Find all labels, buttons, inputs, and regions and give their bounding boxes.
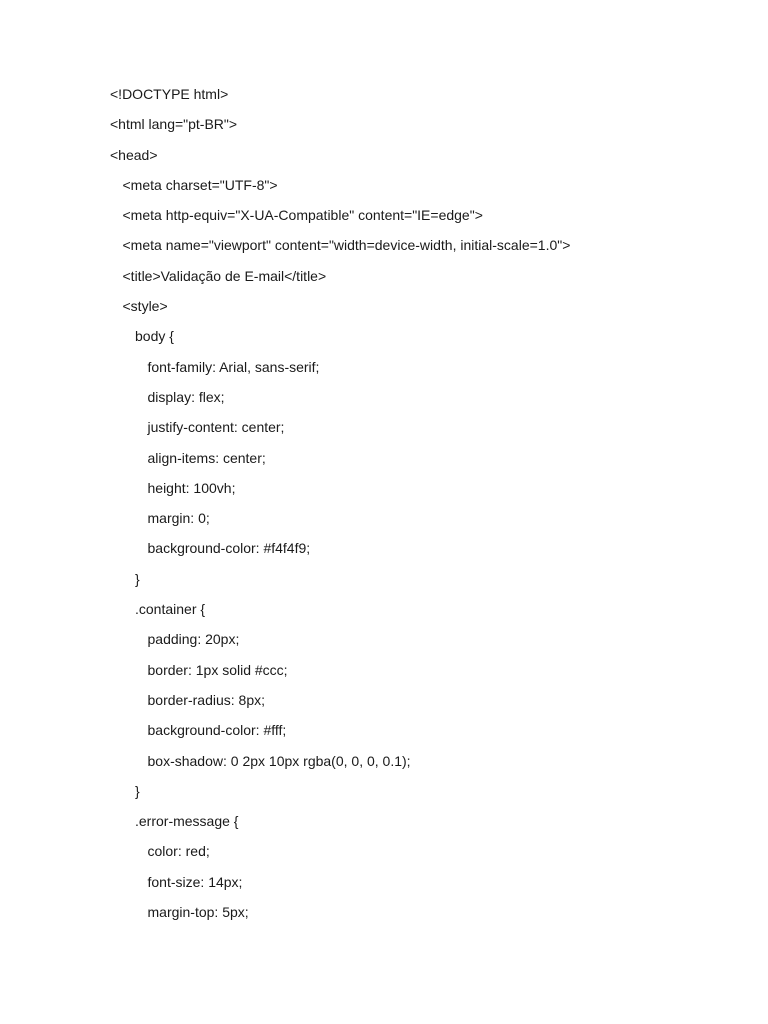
code-line: padding: 20px;: [147, 631, 240, 648]
code-line: .error-message {: [135, 813, 239, 830]
code-line: }: [135, 570, 140, 587]
code-line: justify-content: center;: [147, 419, 285, 436]
code-line: .container {: [135, 601, 206, 618]
code-line: border: 1px solid #ccc;: [147, 661, 288, 678]
code-line: <meta name="viewport" content="width=device-width, initial-scale=1.0">: [122, 237, 571, 254]
code-line: <meta charset="UTF-8">: [122, 176, 278, 193]
code-line: <meta http-equiv="X-UA-Compatible" content="IE=edge">: [122, 207, 483, 224]
code-line: margin-top: 5px;: [147, 904, 249, 921]
code-line: <!DOCTYPE html>: [110, 86, 229, 102]
code-line: background-color: #fff;: [147, 722, 287, 739]
code-line: <title>Validação de E-mail</title>: [122, 267, 327, 284]
code-line: body {: [135, 328, 174, 345]
code-line: <head>: [110, 146, 158, 163]
code-line: font-size: 14px;: [147, 873, 243, 890]
code-line: }: [135, 782, 140, 799]
code-line: align-items: center;: [147, 449, 266, 466]
code-line: color: red;: [147, 843, 210, 860]
code-line: box-shadow: 0 2px 10px rgba(0, 0, 0, 0.1);: [147, 752, 411, 769]
code-line: display: flex;: [147, 388, 225, 405]
code-line: font-family: Arial, sans-serif;: [147, 358, 320, 375]
code-line: background-color: #f4f4f9;: [147, 540, 311, 557]
code-line: margin: 0;: [147, 510, 210, 527]
code-line: <html lang="pt-BR">: [110, 116, 238, 133]
code-line: height: 100vh;: [147, 479, 236, 496]
code-line: border-radius: 8px;: [147, 691, 266, 708]
code-line: <style>: [122, 298, 168, 315]
code-listing: [110, 84, 570, 932]
